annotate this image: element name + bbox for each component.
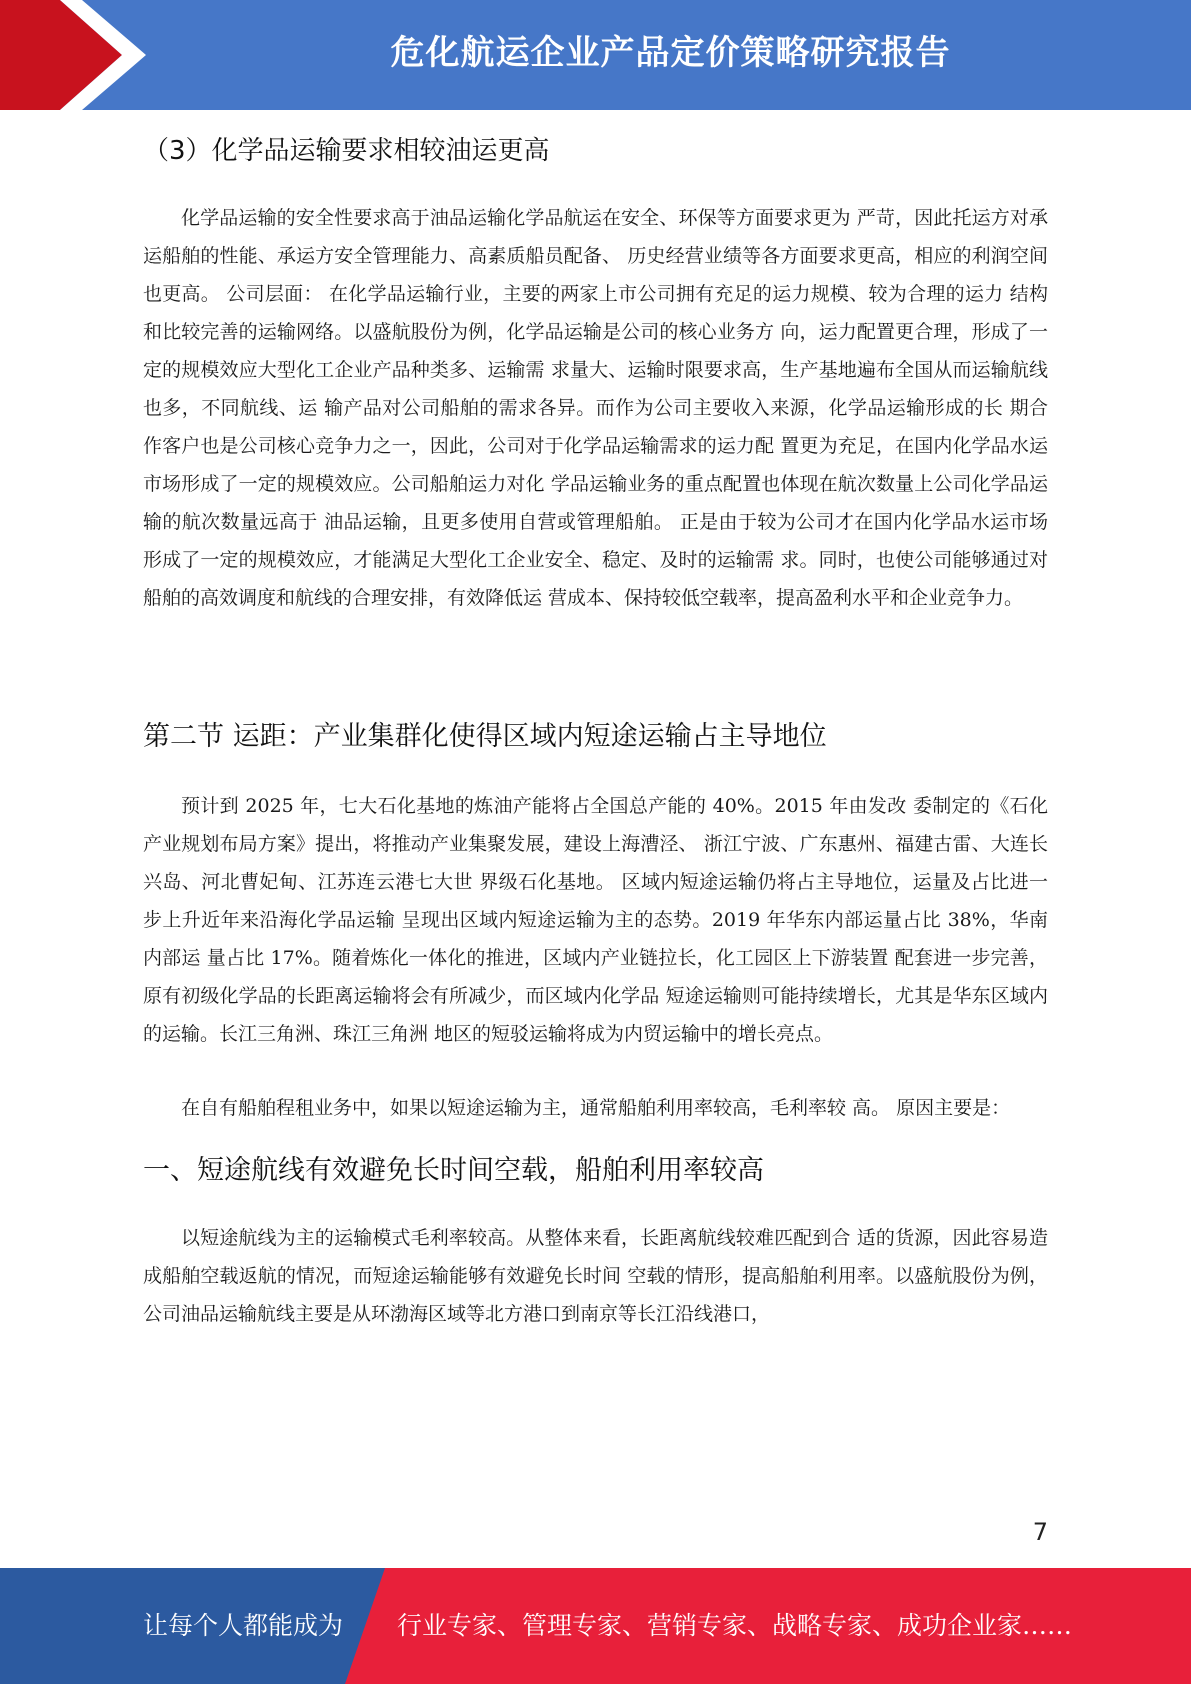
point-heading-1: 一、短途航线有效避免长时间空载，船舶利用率较高 <box>143 1155 764 1186</box>
paragraph-chemical-transport: 化学品运输的安全性要求高于油品运输化学品航运在安全、环保等方面要求更为 严苛，因此托运方对承运船舶的性能、承运方安全管理能力、高素质船员配备、 历史经营业绩等各方面要求更高，相应的利润空间也更高。 公司层面： 在化学品运输行业，主要的两家上市公司拥有充足的运力规模、较为合理的运力 结构和比较完善的运输网络。以盛航股份为例，化学品运输是公司的核心业务方 向，运力配置更合理，形成了一定的规模效应大型化工企业产品种类多、运输需 求量大、运输时限要求高，生产基地遍布全国从而运输航线也多，不同航线、运 输产品对公司船舶的需求各异。而作为公司主要收入来源，化学品运输形成的长 期合作客户也是公司核心竞争力之一，因此，公司对于化学品运输需求的运力配 置更为充足，在国内化学品水运市场形成了一定的规模效应。公司船舶运力对化 学品运输业务的重点配置也体现在航次数量上公司化学品运输的航次数量远高于 油品运输，且更多使用自营或管理船舶。 正是由于较为公司才在国内化学品水运市场形成了一定的规模效应，才能满足大型化工企业安全、稳定、及时的运输需 求。同时，也使公司能够通过对船舶的高效调度和航线的合理安排，有效降低运 营成本、保持较低空载率，提高盈利水平和企业竞争力。 <box>143 207 1048 609</box>
subsection-heading-3: （3）化学品运输要求相较油运更高 <box>143 136 550 166</box>
document-body <box>143 120 1048 1333</box>
page-number: 7 <box>1032 1518 1048 1546</box>
footer-slogan-right: 行业专家、管理专家、营销专家、战略专家、成功企业家…… <box>397 1611 1073 1640</box>
page-header <box>0 0 1191 110</box>
paragraph-short-haul-intro: 在自有船舶程租业务中，如果以短途运输为主，通常船舶利用率较高，毛利率较 高。 原因主要是： <box>181 1097 1011 1119</box>
header-arrow-decoration <box>0 0 150 110</box>
section-heading-2: 第二节 运距：产业集群化使得区域内短途运输占主导地位 <box>143 721 827 752</box>
report-title: 危化航运企业产品定价策略研究报告 <box>390 33 951 73</box>
footer-slogan-left: 让每个人都能成为 <box>143 1611 344 1640</box>
paragraph-industry-cluster: 预计到 2025 年，七大石化基地的炼油产能将占全国总产能的 40%。2015 年由发改 委制定的《石化产业规划布局方案》提出，将推动产业集聚发展，建设上海漕泾、 浙江宁波、广东惠州、福建古雷、大连长兴岛、河北曹妃甸、江苏连云港七大世 界级石化基地。 区域内短途运输仍将占主导地位，运量及占比进一步上升近年来沿海化学品运输 呈现出区域内短途运输为主的态势。2019 年华东内部运量占比 38%，华南内部运 量占比 17%。随着炼化一体化的推进，区域内产业链拉长，化工园区上下游装置 配套进一步完善，原有初级化学品的长距离运输将会有所减少，而区域内化学品 短途运输则可能持续增长，尤其是华东区域内的运输。长江三角洲、珠江三角洲 地区的短驳运输将成为内贸运输中的增长亮点。 <box>143 795 1048 1045</box>
page-footer <box>0 1568 1191 1684</box>
paragraph-short-haul-routes: 以短途航线为主的运输模式毛利率较高。从整体来看，长距离航线较难匹配到合 适的货源，因此容易造成船舶空载返航的情况，而短途运输能够有效避免长时间 空载的情形，提高船舶利用率。以盛航股份为例，公司油品运输航线主要是从环渤海区域等北方港口到南京等长江沿线港口， <box>143 1227 1048 1325</box>
